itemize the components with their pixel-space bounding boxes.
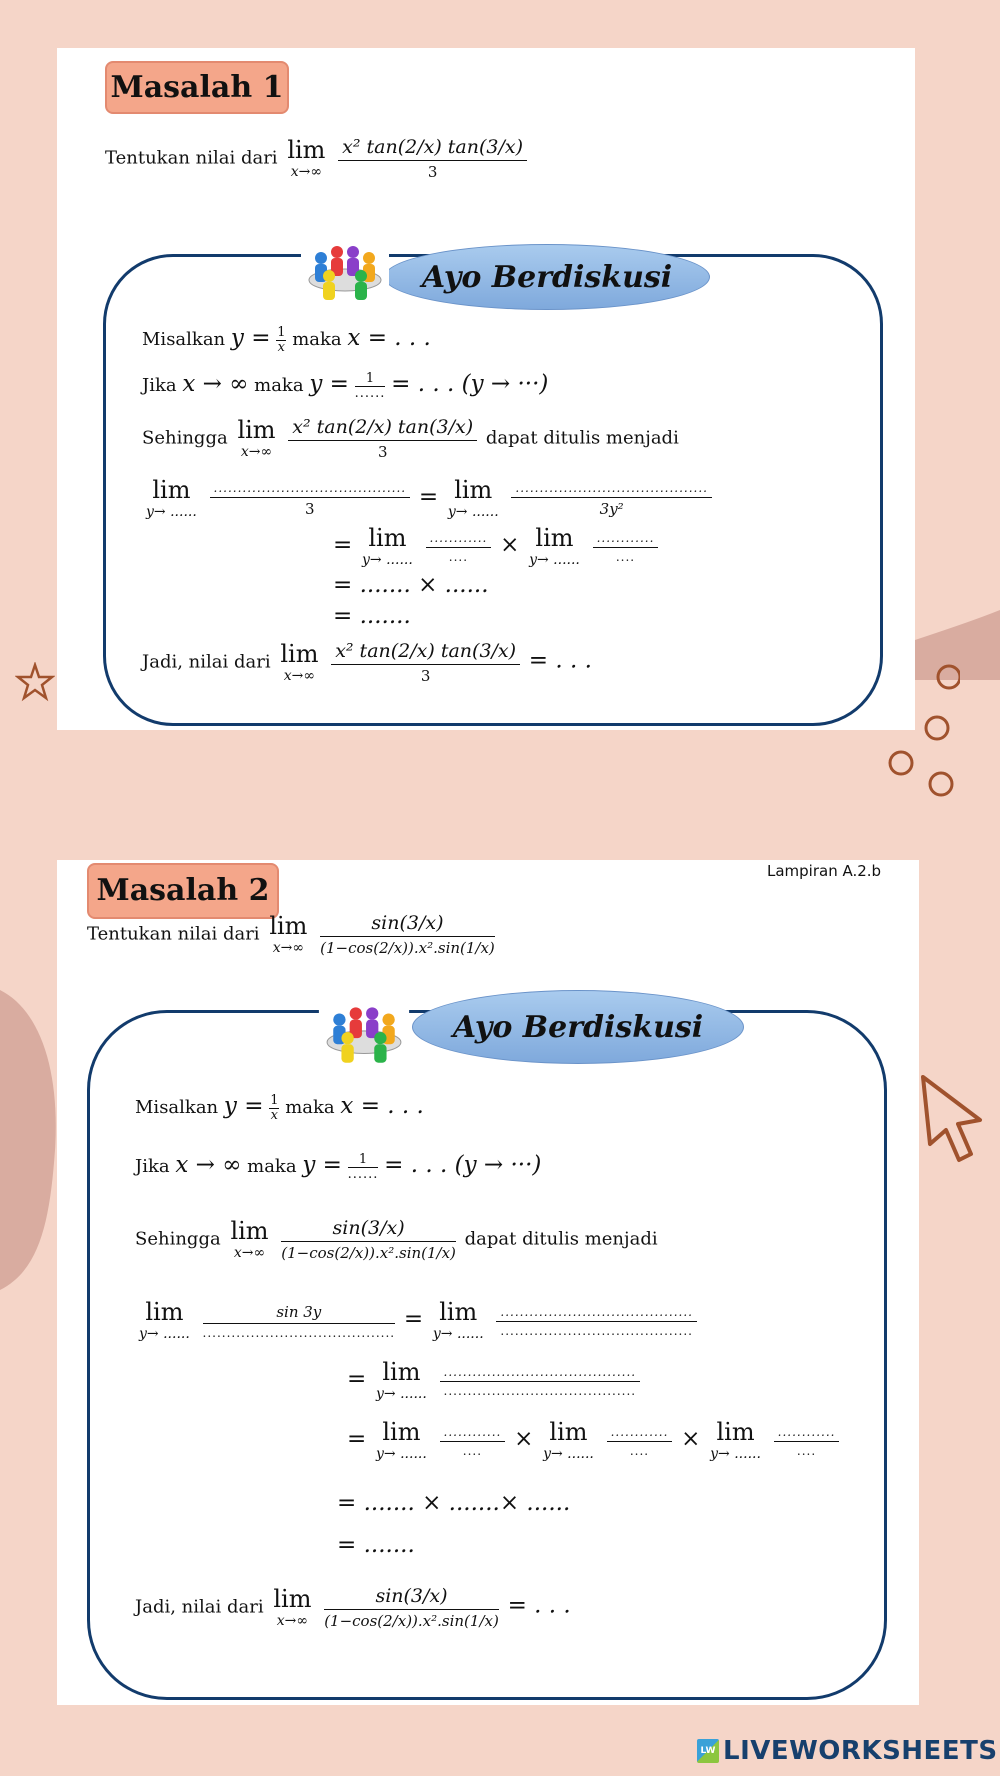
liveworksheets-logo-icon: LW [697, 1739, 719, 1763]
limit-expression: $\frac{\sin(3/x)}{\text{(1−cos(2/x)).x².sin(1/x)}}$ [320, 912, 495, 957]
blank-fraction[interactable]: $\frac{........................................}{3}$ [210, 481, 411, 518]
limit-expression: $\frac{\text{x² tan(2/x) tan(3/x)}}{3}$ [338, 136, 527, 181]
problem2-step1 [135, 1300, 700, 1342]
math-y-eq: y = [302, 1152, 342, 1178]
problem1-rewrite-line [142, 416, 679, 461]
problem1-card [57, 48, 915, 730]
limit-operator: lim y→ ...... [432, 1298, 484, 1342]
fraction-1-over-x: $\frac{1}{x}$ [270, 1092, 279, 1123]
text-sehingga: Sehingga [135, 1228, 221, 1250]
text-dapat-ditulis: dapat ditulis menjadi [464, 1228, 658, 1250]
equals-sign: = [418, 484, 439, 510]
equals-sign: = [333, 532, 353, 558]
limit-operator: lim y→ ...... [376, 1358, 427, 1402]
problem2-step3 [347, 1420, 842, 1462]
discussion-title-pill [384, 244, 710, 310]
text-dapat-ditulis: dapat ditulis menjadi [485, 427, 679, 449]
final-answer-blank[interactable]: = . . . [528, 647, 592, 674]
blank-fraction[interactable]: $\frac{............}{....}$ [774, 1425, 840, 1458]
limit-operator: lim x→∞ [287, 135, 326, 180]
equals-sign: = [403, 1306, 424, 1332]
math-y-eq: y = [230, 325, 271, 351]
problem2-card [57, 860, 919, 1705]
problem1-step4[interactable]: = ....... [333, 603, 411, 629]
times-sign: × [514, 1426, 534, 1452]
text-jika: Jika [135, 1156, 170, 1177]
problem1-step1 [142, 478, 715, 520]
text-maka: maka [247, 1156, 297, 1177]
times-sign: × [500, 532, 520, 558]
text-jadi: Jadi, nilai dari [135, 1596, 264, 1618]
limit-operator: lim y→ ...... [529, 524, 580, 568]
limit-operator: lim y→ ...... [139, 1298, 190, 1342]
problem1-badge-label: Masalah 1 [110, 70, 284, 105]
discussion-title: Ayo Berdiskusi [421, 259, 673, 295]
answer-blank-y[interactable]: = . . . (y → ···) [384, 1152, 542, 1178]
group-discussion-icon [315, 993, 413, 1075]
limit-operator: lim x→∞ [273, 1584, 312, 1629]
problem1-limit-direction-line [142, 371, 548, 400]
problem2-substitution-line [135, 1093, 424, 1122]
discussion-title: Ayo Berdiskusi [452, 1009, 704, 1045]
problem2-question [87, 912, 498, 957]
limit-operator: lim y→ ...... [710, 1418, 761, 1462]
math-x-to-inf: x → ∞ [182, 371, 249, 397]
blank-fraction[interactable]: $\frac{........................................}{........................................}$ [496, 1305, 697, 1338]
appendix-label: Lampiran A.2.b [767, 862, 882, 880]
text-misalkan: Misalkan [135, 1097, 219, 1118]
limit-operator: lim y→ ...... [543, 1418, 594, 1462]
problem2-conclusion [135, 1585, 571, 1630]
problem1-conclusion [142, 640, 592, 685]
problem1-substitution-line [142, 325, 431, 354]
fraction-1-over-blank[interactable]: 1 ...... [354, 370, 386, 401]
problem2-limit-direction-line [135, 1152, 541, 1181]
limit-operator: lim y→ ...... [447, 476, 499, 520]
problem2-rewrite-line [135, 1217, 658, 1262]
cursor-arrow-icon [918, 1072, 988, 1167]
math-y-eq: y = [309, 371, 349, 397]
limit-operator: lim x→∞ [237, 415, 276, 460]
equals-sign: = [347, 1366, 367, 1392]
problem2-step4[interactable]: = ....... × .......× ...... [337, 1490, 571, 1516]
text-sehingga: Sehingga [142, 427, 228, 449]
limit-expression: $\frac{\sin(3/x)}{\text{(1−cos(2/x)).x².sin(1/x)}}$ [281, 1217, 456, 1262]
answer-blank-x[interactable]: x = . . . [347, 325, 431, 351]
star-icon [15, 662, 55, 702]
problem1-badge [105, 61, 289, 114]
blank-fraction[interactable]: $\frac{............}{....}$ [593, 531, 659, 564]
fraction-1-over-blank[interactable]: 1 ...... [347, 1151, 379, 1182]
problem2-badge [87, 863, 279, 919]
question-label: Tentukan nilai dari [87, 923, 260, 945]
limit-operator: lim y→ ...... [362, 524, 413, 568]
blank-fraction[interactable]: $\frac{............}{....}$ [607, 1425, 673, 1458]
limit-operator: lim x→∞ [230, 1216, 269, 1261]
text-jadi: Jadi, nilai dari [142, 651, 271, 673]
problem1-step3[interactable]: = ....... × ...... [333, 572, 489, 598]
equals-sign: = [347, 1426, 367, 1452]
limit-operator: lim y→ ...... [146, 476, 197, 520]
math-x-to-inf: x → ∞ [175, 1152, 242, 1178]
problem1-question [105, 136, 530, 181]
text-maka: maka [285, 1097, 335, 1118]
discussion-title-pill [412, 990, 744, 1064]
text-maka: maka [292, 329, 342, 350]
blank-fraction[interactable]: $\frac{........................................}{\text{3y²}}$ [511, 481, 712, 518]
text-misalkan: Misalkan [142, 329, 226, 350]
blank-fraction[interactable]: $\frac{........................................}{........................................}$ [440, 1365, 641, 1398]
blank-fraction[interactable]: $\frac{............}{....}$ [440, 1425, 506, 1458]
limit-operator: lim x→∞ [280, 639, 319, 684]
blank-fraction[interactable]: $\frac{\sin 3y}{........................................}$ [202, 1302, 396, 1340]
brand-name: LIVEWORKSHEETS [723, 1736, 998, 1766]
text-maka: maka [254, 375, 304, 396]
limit-expression: $\frac{\text{x² tan(2/x) tan(3/x)}}{3}$ [331, 640, 520, 685]
limit-expression: $\frac{\text{x² tan(2/x) tan(3/x)}}{3}$ [288, 416, 477, 461]
limit-operator: lim y→ ...... [376, 1418, 427, 1462]
blank-fraction[interactable]: $\frac{............}{....}$ [426, 531, 492, 564]
background-blob-left [0, 990, 60, 1290]
answer-blank-x[interactable]: x = . . . [340, 1093, 424, 1119]
final-answer-blank[interactable]: = . . . [507, 1592, 571, 1619]
limit-expression: $\frac{\sin(3/x)}{\text{(1−cos(2/x)).x².sin(1/x)}}$ [324, 1585, 499, 1630]
text-jika: Jika [142, 375, 177, 396]
fraction-1-over-x: $\frac{1}{x}$ [277, 324, 286, 355]
math-y-eq: y = [223, 1093, 264, 1119]
question-label: Tentukan nilai dari [105, 147, 278, 169]
answer-blank-y[interactable]: = . . . (y → ···) [391, 371, 549, 397]
times-sign: × [681, 1426, 701, 1452]
problem2-badge-label: Masalah 2 [96, 873, 270, 908]
group-discussion-icon [299, 232, 391, 312]
problem2-step2 [347, 1360, 643, 1402]
problem1-step2 [333, 526, 661, 568]
problem2-step5[interactable]: = ....... [337, 1532, 415, 1558]
liveworksheets-logo[interactable] [697, 1736, 998, 1766]
limit-operator: lim x→∞ [269, 911, 308, 956]
